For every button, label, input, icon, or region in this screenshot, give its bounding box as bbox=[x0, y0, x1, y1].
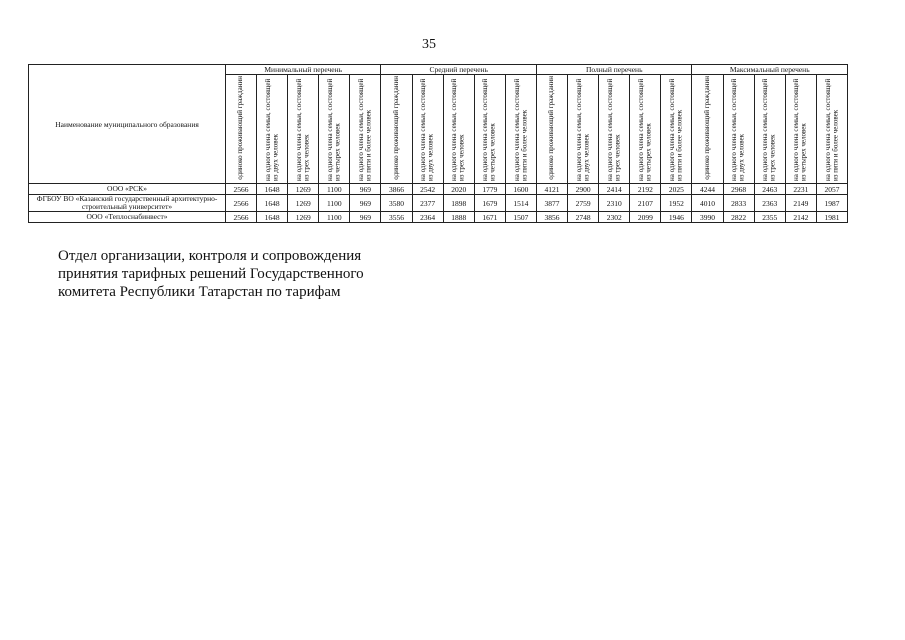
column-header-label: на одного члена семьи, состоящей из трех человек bbox=[605, 78, 622, 181]
column-header bbox=[443, 75, 474, 184]
value-cell: 3856 bbox=[536, 212, 567, 223]
value-cell: 1269 bbox=[288, 212, 319, 223]
value-cell: 2025 bbox=[661, 184, 692, 195]
value-cell: 1507 bbox=[505, 212, 536, 223]
value-cell: 4010 bbox=[692, 195, 723, 212]
column-header bbox=[412, 75, 443, 184]
value-cell: 1952 bbox=[661, 195, 692, 212]
value-cell: 1269 bbox=[288, 184, 319, 195]
table-row bbox=[29, 184, 848, 195]
signature-line: Отдел организации, контроля и сопровождения bbox=[58, 248, 362, 264]
column-header-label: на одного члена семьи, состоящей из трех человек bbox=[761, 78, 777, 181]
value-cell: 3580 bbox=[381, 195, 412, 212]
column-header-label: одиноко проживающий гражданин bbox=[391, 76, 400, 180]
value-cell: 2748 bbox=[568, 212, 599, 223]
value-cell: 1648 bbox=[257, 195, 288, 212]
column-header bbox=[754, 75, 785, 184]
value-cell: 2149 bbox=[785, 195, 816, 212]
group-header-average: Средний перечень bbox=[381, 65, 537, 75]
table-body bbox=[29, 184, 848, 223]
value-cell: 4121 bbox=[536, 184, 567, 195]
column-header-label: на одного члена семьи, состоящей из четырех человек bbox=[325, 78, 342, 181]
column-header-label: на одного члена семьи, состоящей из пяти и более человек bbox=[668, 78, 684, 181]
value-cell: 969 bbox=[350, 195, 381, 212]
value-cell: 2566 bbox=[226, 212, 257, 223]
table-row bbox=[29, 195, 848, 212]
column-header-label: на одного члена семьи, состоящей из пяти и более человек bbox=[512, 78, 528, 181]
value-cell: 2822 bbox=[723, 212, 754, 223]
value-cell: 3556 bbox=[381, 212, 412, 223]
value-cell: 2099 bbox=[630, 212, 661, 223]
table-row bbox=[29, 212, 848, 223]
group-header-minimal: Минимальный перечень bbox=[226, 65, 381, 75]
column-header-label: одиноко проживающий гражданин bbox=[236, 76, 245, 180]
value-cell: 1987 bbox=[816, 195, 847, 212]
signature-line: комитета Республики Татарстан по тарифам bbox=[58, 284, 341, 300]
value-cell: 1981 bbox=[816, 212, 847, 223]
value-cell: 3877 bbox=[536, 195, 567, 212]
column-header-label: одиноко проживающий гражданин bbox=[702, 76, 711, 180]
value-cell: 1679 bbox=[474, 195, 505, 212]
group-header-full: Полный перечень bbox=[536, 65, 692, 75]
value-cell: 2355 bbox=[754, 212, 785, 223]
value-cell: 2463 bbox=[754, 184, 785, 195]
column-header-label: одиноко проживающий гражданин bbox=[547, 76, 556, 180]
column-header bbox=[474, 75, 505, 184]
value-cell: 2833 bbox=[723, 195, 754, 212]
column-header bbox=[350, 75, 381, 184]
column-header bbox=[630, 75, 661, 184]
value-cell: 1514 bbox=[505, 195, 536, 212]
value-cell: 2414 bbox=[599, 184, 630, 195]
value-cell: 1648 bbox=[257, 212, 288, 223]
value-cell: 1600 bbox=[505, 184, 536, 195]
value-cell: 4244 bbox=[692, 184, 723, 195]
value-cell: 2057 bbox=[816, 184, 847, 195]
value-cell: 1671 bbox=[474, 212, 505, 223]
column-header bbox=[816, 75, 847, 184]
column-header-label: на одного члена семьи, состоящей из четырех человек bbox=[636, 78, 653, 181]
value-cell: 969 bbox=[350, 184, 381, 195]
value-cell: 1100 bbox=[319, 212, 350, 223]
column-header bbox=[288, 75, 319, 184]
column-header-label: на одного члена семьи, состоящей из двух человек bbox=[730, 78, 746, 181]
value-cell: 3866 bbox=[381, 184, 412, 195]
column-header-label: на одного члена семьи, состоящей из пяти и более человек bbox=[357, 78, 373, 181]
column-header bbox=[226, 75, 257, 184]
column-header bbox=[599, 75, 630, 184]
column-header-label: на одного члена семьи, состоящей из трех человек bbox=[294, 78, 311, 181]
column-header bbox=[692, 75, 723, 184]
group-header-row bbox=[29, 65, 848, 75]
value-cell: 2302 bbox=[599, 212, 630, 223]
value-cell: 2900 bbox=[568, 184, 599, 195]
group-header-maximal: Максимальный перечень bbox=[692, 65, 848, 75]
column-header bbox=[661, 75, 692, 184]
column-header-label: на одного члена семьи, состоящей из пяти и более человек bbox=[823, 78, 839, 181]
column-header bbox=[319, 75, 350, 184]
column-header bbox=[381, 75, 412, 184]
municipality-name-cell: ООО «РСК» bbox=[29, 184, 226, 195]
column-header-label: на одного члена семьи, состоящей из двух человек bbox=[263, 78, 280, 181]
value-cell: 1100 bbox=[319, 195, 350, 212]
column-header-label: на одного члена семьи, состоящей из двух человек bbox=[574, 78, 591, 181]
value-cell: 2566 bbox=[226, 184, 257, 195]
column-header-label: на одного члена семьи, состоящей из четырех человек bbox=[792, 78, 808, 181]
value-cell: 2192 bbox=[630, 184, 661, 195]
value-cell: 969 bbox=[350, 212, 381, 223]
column-header-label: на одного члена семьи, состоящей из трех человек bbox=[450, 78, 466, 181]
value-cell: 2107 bbox=[630, 195, 661, 212]
value-cell: 1946 bbox=[661, 212, 692, 223]
column-header bbox=[785, 75, 816, 184]
value-cell: 2142 bbox=[785, 212, 816, 223]
value-cell: 2542 bbox=[412, 184, 443, 195]
value-cell: 3990 bbox=[692, 212, 723, 223]
value-cell: 1888 bbox=[443, 212, 474, 223]
tariff-table bbox=[28, 64, 848, 223]
value-cell: 2968 bbox=[723, 184, 754, 195]
value-cell: 2231 bbox=[785, 184, 816, 195]
value-cell: 2364 bbox=[412, 212, 443, 223]
value-cell: 2020 bbox=[443, 184, 474, 195]
value-cell: 2759 bbox=[568, 195, 599, 212]
value-cell: 1100 bbox=[319, 184, 350, 195]
column-header bbox=[568, 75, 599, 184]
value-cell: 2363 bbox=[754, 195, 785, 212]
column-header bbox=[723, 75, 754, 184]
column-header bbox=[536, 75, 567, 184]
value-cell: 1898 bbox=[443, 195, 474, 212]
municipality-name-cell: ФГБОУ ВО «Казанский государственный архитектурно-строительный университет» bbox=[29, 195, 226, 212]
value-cell: 1779 bbox=[474, 184, 505, 195]
page-number: 35 bbox=[422, 37, 436, 52]
municipality-name-cell: ООО «Теплоснабинвест» bbox=[29, 212, 226, 223]
municipality-name-header: Наименование муниципального образования bbox=[29, 65, 226, 184]
value-cell: 2566 bbox=[226, 195, 257, 212]
signature-block bbox=[58, 247, 364, 301]
column-header bbox=[257, 75, 288, 184]
value-cell: 2310 bbox=[599, 195, 630, 212]
signature-line: принятия тарифных решений Государственного bbox=[58, 266, 364, 282]
column-header bbox=[505, 75, 536, 184]
value-cell: 2377 bbox=[412, 195, 443, 212]
column-header-label: на одного члена семьи, состоящей из четырех человек bbox=[481, 78, 497, 181]
value-cell: 1269 bbox=[288, 195, 319, 212]
column-header-label: на одного члена семьи, состоящей из двух человек bbox=[419, 78, 435, 181]
value-cell: 1648 bbox=[257, 184, 288, 195]
